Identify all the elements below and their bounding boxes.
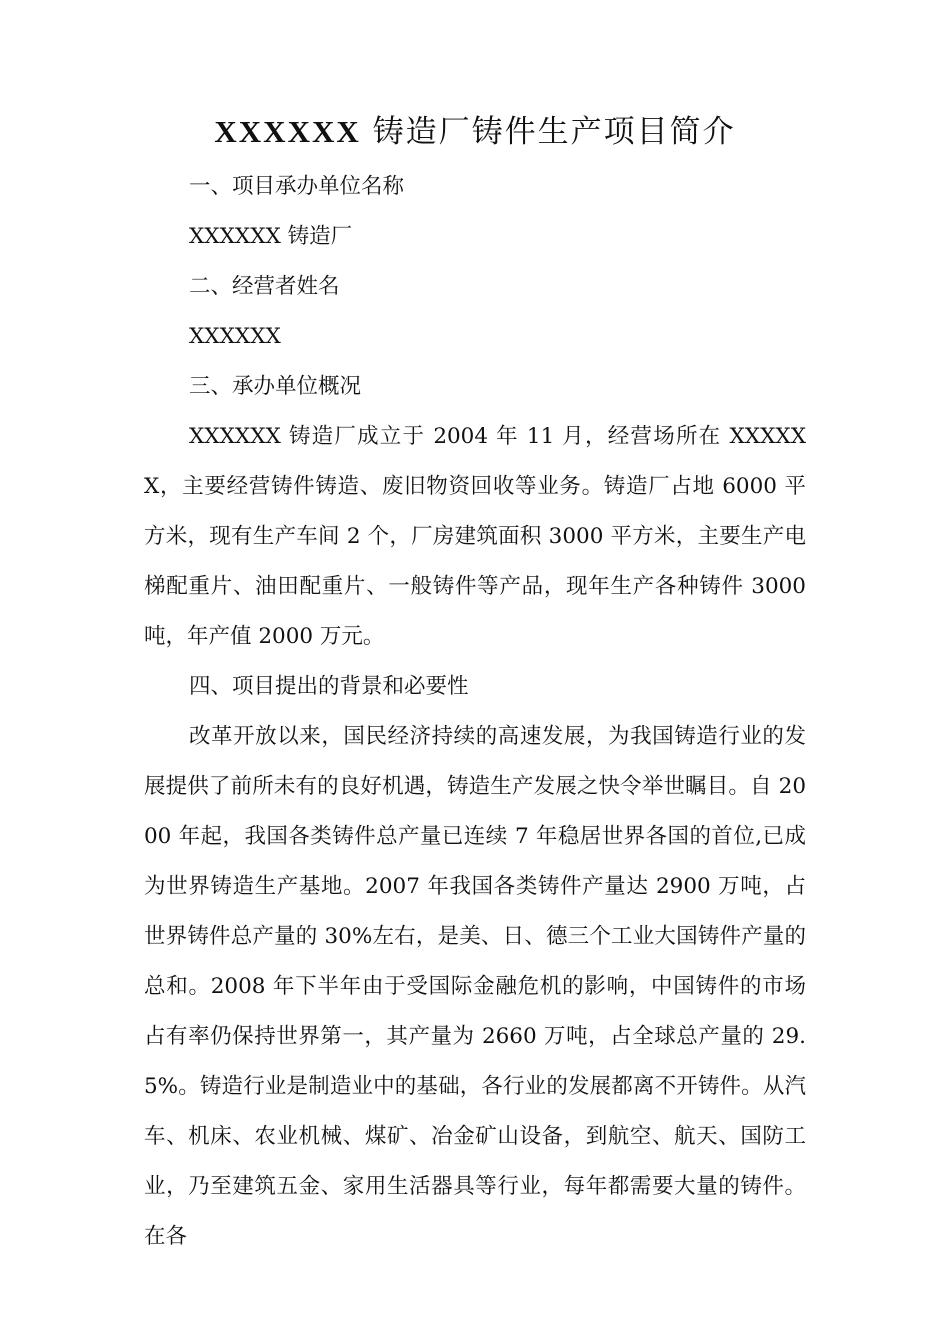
title-text: 铸造厂铸件生产项目简介 [372, 114, 736, 150]
heading-unit-overview: 三、承办单位概况 [189, 374, 362, 399]
sponsor-unit-name: XXXXXX 铸造厂 [189, 224, 353, 249]
background-paragraph: 改革开放以来，国民经济持续的高速发展，为我国铸造行业的发展提供了前所未有的良好机遇，铸造生产发展之快令举世瞩目。自 2000 年起，我国各类铸件总产量已连续 7 年稳居世界各国的首位,已成为世界铸造生产基地。2007 年我国各类铸件产量达 2900 万吨，占世界铸件总产量的 30%左右，是美、日、德三个工业大国铸件产量的总和。2008 年下半年由于受国际金融危机的影响，中国铸件的市场占有率仍保持世界第一，其产量为 2660 万吨，占全球总产量的 29.5%。铸造行业是制造业中的基础，各行业的发展都离不开铸件。从汽车、机床、农业机械、煤矿、冶金矿山设备，到航空、航天、国防工业，乃至建筑五金、家用生活器具等行业，每年都需要大量的铸件。在各 [144, 724, 806, 1249]
unit-overview-paragraph: XXXXXX 铸造厂成立于 2004 年 11 月，经营场所在 XXXXXX，主要经营铸件铸造、废旧物资回收等业务。铸造厂占地 6000 平方米，现有生产车间 2 个，厂房建筑面积 3000 平方米，主要生产电梯配重片、油田配重片、一般铸件等产品，现年生产各种铸件 3000 吨，年产值 2000 万元。 [144, 424, 806, 649]
document-title [0, 112, 950, 152]
operator-name: XXXXXX [189, 324, 281, 349]
title-prefix: XXXXXX [214, 114, 361, 149]
heading-sponsor-unit-name: 一、项目承办单位名称 [189, 174, 405, 199]
document-body [144, 162, 806, 1262]
heading-operator-name: 二、经营者姓名 [189, 274, 340, 299]
heading-background: 四、项目提出的背景和必要性 [189, 674, 469, 699]
